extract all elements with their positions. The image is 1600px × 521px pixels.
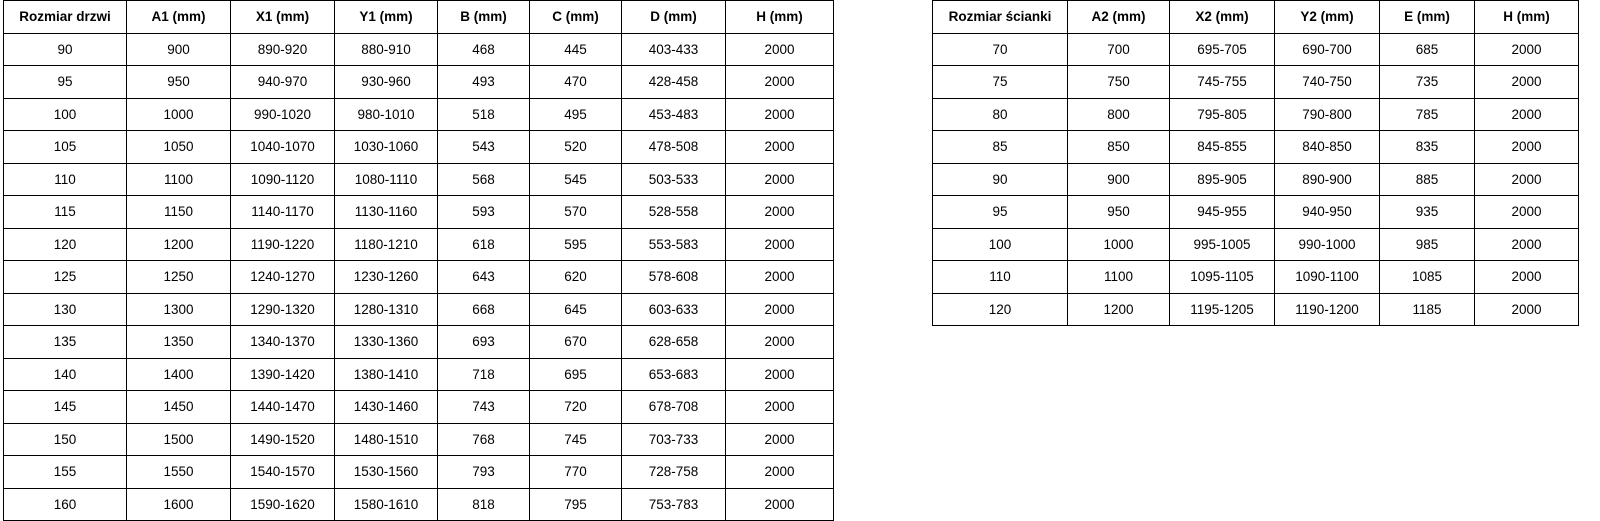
table-cell: 890-900 [1275, 163, 1380, 196]
table-cell: 1280-1310 [335, 293, 438, 326]
table-cell: 1250 [127, 261, 231, 294]
table-cell: 1190-1220 [231, 228, 335, 261]
table-cell: 145 [4, 391, 127, 424]
table-cell: 620 [530, 261, 622, 294]
table-cell: 768 [438, 423, 530, 456]
table-row [4, 261, 834, 294]
table-row [4, 98, 834, 131]
table-cell: 900 [1068, 163, 1170, 196]
table-cell: 695-705 [1170, 33, 1275, 66]
table-cell: 1150 [127, 196, 231, 229]
table-cell: 1490-1520 [231, 423, 335, 456]
column-header: X1 (mm) [231, 1, 335, 34]
table-cell: 1180-1210 [335, 228, 438, 261]
table-cell: 890-920 [231, 33, 335, 66]
table-cell: 2000 [726, 456, 834, 489]
table-cell: 643 [438, 261, 530, 294]
table-cell: 940-950 [1275, 196, 1380, 229]
table-row [933, 131, 1579, 164]
table-cell: 693 [438, 326, 530, 359]
table-cell: 80 [933, 98, 1068, 131]
table-cell: 1100 [1068, 261, 1170, 294]
table-cell: 2000 [726, 358, 834, 391]
column-header: Y2 (mm) [1275, 1, 1380, 34]
table-cell: 2000 [726, 326, 834, 359]
table-cell: 1430-1460 [335, 391, 438, 424]
table-cell: 1330-1360 [335, 326, 438, 359]
table-cell: 835 [1380, 131, 1475, 164]
table-cell: 2000 [1475, 33, 1579, 66]
table-cell: 690-700 [1275, 33, 1380, 66]
table-row [4, 293, 834, 326]
table-cell: 520 [530, 131, 622, 164]
table-row [933, 196, 1579, 229]
table-cell: 2000 [1475, 293, 1579, 326]
table-cell: 1000 [127, 98, 231, 131]
table-row [933, 261, 1579, 294]
column-header: H (mm) [726, 1, 834, 34]
table-cell: 1240-1270 [231, 261, 335, 294]
table-cell: 2000 [726, 33, 834, 66]
table-row [933, 66, 1579, 99]
table-cell: 155 [4, 456, 127, 489]
table-row [4, 391, 834, 424]
table-cell: 453-483 [622, 98, 726, 131]
doors-dimensions-table [3, 0, 834, 521]
table-row [4, 131, 834, 164]
table-cell: 120 [933, 293, 1068, 326]
table-cell: 493 [438, 66, 530, 99]
table-cell: 1550 [127, 456, 231, 489]
table-cell: 2000 [726, 488, 834, 521]
table-cell: 570 [530, 196, 622, 229]
column-header: B (mm) [438, 1, 530, 34]
table-cell: 2000 [726, 98, 834, 131]
table-cell: 120 [4, 228, 127, 261]
table-cell: 518 [438, 98, 530, 131]
table-cell: 653-683 [622, 358, 726, 391]
table-cell: 95 [4, 66, 127, 99]
column-header: Rozmiar ścianki [933, 1, 1068, 34]
table-cell: 628-658 [622, 326, 726, 359]
table-cell: 945-955 [1170, 196, 1275, 229]
table-cell: 930-960 [335, 66, 438, 99]
table-cell: 840-850 [1275, 131, 1380, 164]
table-cell: 495 [530, 98, 622, 131]
column-header: Y1 (mm) [335, 1, 438, 34]
table-cell: 1530-1560 [335, 456, 438, 489]
table-cell: 1500 [127, 423, 231, 456]
column-header: X2 (mm) [1170, 1, 1275, 34]
table-cell: 2000 [1475, 163, 1579, 196]
table-cell: 1480-1510 [335, 423, 438, 456]
table-cell: 800 [1068, 98, 1170, 131]
table-cell: 685 [1380, 33, 1475, 66]
table-cell: 2000 [726, 131, 834, 164]
table-cell: 593 [438, 196, 530, 229]
table-cell: 745-755 [1170, 66, 1275, 99]
table-cell: 795 [530, 488, 622, 521]
column-header: Rozmiar drzwi [4, 1, 127, 34]
table-cell: 1085 [1380, 261, 1475, 294]
table-cell: 115 [4, 196, 127, 229]
table-cell: 1400 [127, 358, 231, 391]
column-header: H (mm) [1475, 1, 1579, 34]
table-cell: 770 [530, 456, 622, 489]
table-cell: 980-1010 [335, 98, 438, 131]
table-cell: 95 [933, 196, 1068, 229]
doors-dimensions-table-wrapper [3, 0, 834, 521]
table-cell: 1390-1420 [231, 358, 335, 391]
table-cell: 2000 [1475, 66, 1579, 99]
table-cell: 900 [127, 33, 231, 66]
table-cell: 105 [4, 131, 127, 164]
table-cell: 100 [933, 228, 1068, 261]
table-row [933, 228, 1579, 261]
table-cell: 950 [127, 66, 231, 99]
table-cell: 1380-1410 [335, 358, 438, 391]
table-cell: 1590-1620 [231, 488, 335, 521]
table-header-row [4, 1, 834, 34]
table-row [933, 163, 1579, 196]
table-cell: 940-970 [231, 66, 335, 99]
column-header: C (mm) [530, 1, 622, 34]
table-cell: 2000 [726, 423, 834, 456]
table-cell: 1040-1070 [231, 131, 335, 164]
table-cell: 668 [438, 293, 530, 326]
table-cell: 1000 [1068, 228, 1170, 261]
table-cell: 1440-1470 [231, 391, 335, 424]
table-header-row [933, 1, 1579, 34]
table-cell: 2000 [726, 66, 834, 99]
table-cell: 700 [1068, 33, 1170, 66]
table-cell: 603-633 [622, 293, 726, 326]
table-cell: 1200 [127, 228, 231, 261]
table-cell: 1290-1320 [231, 293, 335, 326]
table-cell: 1600 [127, 488, 231, 521]
table-cell: 90 [933, 163, 1068, 196]
table-cell: 528-558 [622, 196, 726, 229]
table-cell: 950 [1068, 196, 1170, 229]
table-row [933, 33, 1579, 66]
table-cell: 703-733 [622, 423, 726, 456]
table-cell: 850 [1068, 131, 1170, 164]
column-header: D (mm) [622, 1, 726, 34]
table-cell: 545 [530, 163, 622, 196]
table-cell: 1030-1060 [335, 131, 438, 164]
table-row [4, 488, 834, 521]
table-row [4, 196, 834, 229]
table-cell: 718 [438, 358, 530, 391]
table-cell: 645 [530, 293, 622, 326]
table-cell: 1195-1205 [1170, 293, 1275, 326]
table-cell: 1230-1260 [335, 261, 438, 294]
table-cell: 595 [530, 228, 622, 261]
table-cell: 130 [4, 293, 127, 326]
table-cell: 70 [933, 33, 1068, 66]
table-cell: 935 [1380, 196, 1475, 229]
table-cell: 1580-1610 [335, 488, 438, 521]
table-cell: 503-533 [622, 163, 726, 196]
table-row [4, 423, 834, 456]
table-cell: 125 [4, 261, 127, 294]
table-cell: 818 [438, 488, 530, 521]
table-cell: 695 [530, 358, 622, 391]
table-row [933, 293, 1579, 326]
table-cell: 793 [438, 456, 530, 489]
table-row [4, 358, 834, 391]
table-cell: 1200 [1068, 293, 1170, 326]
table-cell: 740-750 [1275, 66, 1380, 99]
table-cell: 2000 [726, 261, 834, 294]
table-cell: 753-783 [622, 488, 726, 521]
table-row [4, 456, 834, 489]
walls-dimensions-table [932, 0, 1579, 326]
table-row [4, 228, 834, 261]
table-cell: 885 [1380, 163, 1475, 196]
table-cell: 785 [1380, 98, 1475, 131]
table-cell: 1100 [127, 163, 231, 196]
table-cell: 895-905 [1170, 163, 1275, 196]
table-cell: 678-708 [622, 391, 726, 424]
column-header: A2 (mm) [1068, 1, 1170, 34]
table-cell: 750 [1068, 66, 1170, 99]
table-cell: 1450 [127, 391, 231, 424]
table-cell: 2000 [726, 163, 834, 196]
table-cell: 743 [438, 391, 530, 424]
table-cell: 578-608 [622, 261, 726, 294]
table-cell: 1090-1120 [231, 163, 335, 196]
table-cell: 985 [1380, 228, 1475, 261]
table-cell: 2000 [1475, 98, 1579, 131]
table-cell: 543 [438, 131, 530, 164]
table-cell: 100 [4, 98, 127, 131]
table-cell: 1095-1105 [1170, 261, 1275, 294]
table-cell: 160 [4, 488, 127, 521]
table-cell: 720 [530, 391, 622, 424]
table-cell: 2000 [1475, 196, 1579, 229]
table-cell: 2000 [726, 391, 834, 424]
table-cell: 2000 [1475, 131, 1579, 164]
table-cell: 618 [438, 228, 530, 261]
table-cell: 745 [530, 423, 622, 456]
table-cell: 1350 [127, 326, 231, 359]
table-cell: 110 [4, 163, 127, 196]
table-cell: 478-508 [622, 131, 726, 164]
table-cell: 990-1020 [231, 98, 335, 131]
table-cell: 140 [4, 358, 127, 391]
table-cell: 85 [933, 131, 1068, 164]
table-cell: 90 [4, 33, 127, 66]
table-cell: 2000 [726, 228, 834, 261]
table-cell: 150 [4, 423, 127, 456]
column-header: A1 (mm) [127, 1, 231, 34]
table-cell: 470 [530, 66, 622, 99]
table-cell: 670 [530, 326, 622, 359]
table-row [933, 98, 1579, 131]
table-cell: 728-758 [622, 456, 726, 489]
table-cell: 1140-1170 [231, 196, 335, 229]
table-cell: 1185 [1380, 293, 1475, 326]
table-cell: 1080-1110 [335, 163, 438, 196]
table-cell: 553-583 [622, 228, 726, 261]
table-cell: 468 [438, 33, 530, 66]
table-cell: 75 [933, 66, 1068, 99]
table-cell: 1300 [127, 293, 231, 326]
table-cell: 1050 [127, 131, 231, 164]
column-header: E (mm) [1380, 1, 1475, 34]
table-cell: 445 [530, 33, 622, 66]
table-cell: 990-1000 [1275, 228, 1380, 261]
table-cell: 110 [933, 261, 1068, 294]
table-cell: 568 [438, 163, 530, 196]
table-cell: 403-433 [622, 33, 726, 66]
table-row [4, 163, 834, 196]
table-cell: 795-805 [1170, 98, 1275, 131]
table-cell: 2000 [726, 196, 834, 229]
table-row [4, 66, 834, 99]
table-cell: 1540-1570 [231, 456, 335, 489]
table-cell: 995-1005 [1170, 228, 1275, 261]
table-cell: 880-910 [335, 33, 438, 66]
table-cell: 1130-1160 [335, 196, 438, 229]
table-cell: 428-458 [622, 66, 726, 99]
table-cell: 790-800 [1275, 98, 1380, 131]
table-cell: 135 [4, 326, 127, 359]
table-cell: 1190-1200 [1275, 293, 1380, 326]
table-cell: 1090-1100 [1275, 261, 1380, 294]
table-cell: 1340-1370 [231, 326, 335, 359]
table-cell: 845-855 [1170, 131, 1275, 164]
table-cell: 2000 [1475, 261, 1579, 294]
table-cell: 2000 [1475, 228, 1579, 261]
table-row [4, 33, 834, 66]
walls-dimensions-table-wrapper [932, 0, 1579, 326]
table-cell: 735 [1380, 66, 1475, 99]
table-cell: 2000 [726, 293, 834, 326]
table-row [4, 326, 834, 359]
